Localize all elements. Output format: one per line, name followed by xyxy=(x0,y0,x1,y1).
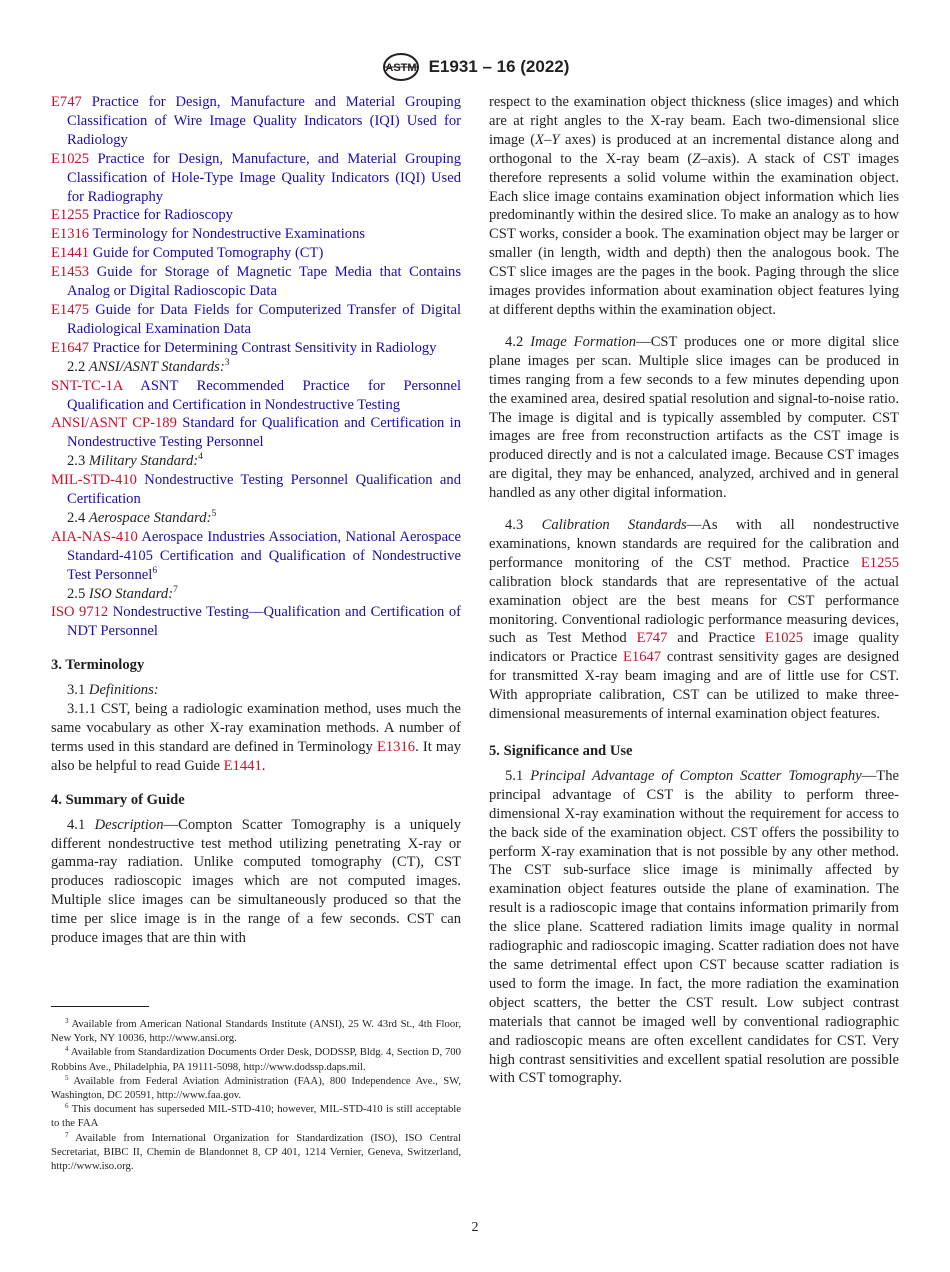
standard-link[interactable]: E1647 xyxy=(622,649,662,666)
reference-item xyxy=(51,414,461,452)
reference-code-link[interactable]: E1441 xyxy=(51,245,90,262)
reference-title-link[interactable]: Practice for Radioscopy xyxy=(92,207,233,224)
reference-title-link[interactable]: Practice for Determining Contrast Sensitivity in Radiology xyxy=(92,339,437,356)
reference-list-astm xyxy=(51,93,461,358)
footnote-ref[interactable]: 4 xyxy=(198,452,203,463)
standard-link[interactable]: E1441 xyxy=(223,757,262,774)
document-id: E1931 – 16 (2022) xyxy=(428,57,570,76)
reference-title-link[interactable]: Terminology for Nondestructive Examinations xyxy=(92,226,366,243)
paragraph-3-1-1: 3.1.1 CST, being a radiologic examination method, uses much the same vocabulary as other X-ray examination methods. A number of terms used in this standard are defined in Terminology E1316. It may also be helpful to read Guide E1441. xyxy=(51,701,461,774)
paragraph-5-1: 5.1 Principal Advantage of Compton Scatter Tomography—The principal advantage of CST is the ability to perform three-dimensional X-ray examination without the requirement for access to the back side of the examination object. CST offers the possibility to perform X-ray examination that is not possible by any other method. The CST sub-surface slice image is minimally affected by examination object features outside the plane of examination. The result is a radioscopic image that contains information primarily from the slice plane. Scattered radiation limits image quality in normal radiographic and radioscopic imaging. Scatter radiation does not have the same detrimental effect upon CST because scatter radiation is used to form the image. In fact, the more radiation the examination object scatters, the better the CST result. Low subject contrast materials that cannot be imaged well by conventional radiographic and radioscopic means are often excellent candidates for CST. Very high contrast sensitivities and excellent spatial resolution are possible with CST tomography. xyxy=(489,767,899,1087)
footnote-ref[interactable]: 7 xyxy=(173,584,178,595)
reference-code-link[interactable]: ANSI/ASNT CP-189 xyxy=(51,415,177,432)
footnote-divider xyxy=(51,1006,149,1007)
reference-item xyxy=(51,93,461,150)
page-number: 2 xyxy=(471,1220,479,1235)
reference-title-link[interactable]: Aerospace Industries Association, National Aerospace Standard-4105 Certification and Qualification of Nondestructive Test Personnel xyxy=(67,528,461,583)
reference-title-link[interactable]: Guide for Computed Tomography (CT) xyxy=(92,245,324,262)
logo-text: ASTM xyxy=(384,62,417,74)
reference-title-link[interactable]: Guide for Data Fields for Computerized Transfer of Digital Radiological Examination Data xyxy=(67,301,461,337)
paragraph-4-3: 4.3 Calibration Standards—As with all nondestructive examinations, known standards are required for the calibration and performance monitoring of the CST method. Practice E1255 calibration block standards that are representative of the actual examination object are the best means for CST performance monitoring. Conventional radiologic performance measuring devices, such as Test Method E747 and Practice E1025 image quality indicators or Practice E1647 contrast sensitivity gages are designed for transmitted X-ray beam imaging and are of little use for CST. With appropriate calibration, CST can be utilized to make three-dimensional measurements of internal examination object features. xyxy=(489,517,899,723)
subsection-2-3: 2.3 Military Standard:$^4$ xyxy=(67,452,203,470)
reference-code-link[interactable]: E747 xyxy=(51,94,82,110)
reference-item xyxy=(51,603,461,641)
paragraph-4-1: 4.1 Description—Compton Scatter Tomography is a uniquely different nondestructive test method utilizing penetrating X-ray or gamma-ray radiation. Unlike computed tomography (CT), CST produces radioscopic images which are not computed images. Multiple slice images can be simultaneously produced so that the time per slice image is in the range of a few seconds. CST can produce images that are thin with xyxy=(51,816,461,947)
page-header xyxy=(0,52,950,86)
reference-item xyxy=(51,244,461,263)
standard-link[interactable]: E1255 xyxy=(860,554,899,571)
reference-item xyxy=(51,150,461,207)
reference-title-link[interactable]: Practice for Design, Manufacture, and Material Grouping Classification of Hole-Type Image Quality Indicators (IQI) Used for Radiography xyxy=(67,150,461,205)
footnote: $^3$ Available from American National Standards Institute (ANSI), 25 W. 43rd St., 4th Floor, New York, NY 10036, http://www.ansi.org. xyxy=(51,1017,461,1045)
footnote-ref[interactable]: 3 xyxy=(224,357,230,368)
reference-item xyxy=(51,528,461,585)
reference-title-link[interactable]: Nondestructive Testing—Qualification and Certification of NDT Personnel xyxy=(67,604,461,640)
reference-item xyxy=(51,339,461,358)
reference-item xyxy=(51,263,461,301)
reference-code-link[interactable]: ISO 9712 xyxy=(51,604,109,621)
reference-item xyxy=(51,377,461,415)
subsection-2-5: 2.5 ISO Standard:$^7$ xyxy=(67,584,178,602)
reference-code-link[interactable]: AIA-NAS-410 xyxy=(51,528,138,545)
subsection-2-4: 2.4 Aerospace Standard:$^5$ xyxy=(67,508,217,526)
reference-code-link[interactable]: E1475 xyxy=(51,301,90,318)
reference-title-link[interactable]: Standard for Qualification and Certification in Nondestructive Testing Personnel xyxy=(67,415,461,451)
left-column xyxy=(51,93,461,948)
right-column xyxy=(489,93,899,1088)
standard-link[interactable]: E1025 xyxy=(765,630,804,647)
astm-logo-icon xyxy=(381,52,421,82)
footnote: $^5$ Available from Federal Aviation Administration (FAA), 800 Independence Ave., SW, Washington, DC 20591, http://www.faa.gov. xyxy=(51,1073,461,1102)
reference-code-link[interactable]: E1316 xyxy=(51,226,90,243)
standard-link[interactable]: E1316 xyxy=(376,738,416,755)
footnote: $^4$ Available from Standardization Documents Order Desk, DODSSP, Bldg. 4, Section D, 700 Robbins Ave., Philadelphia, PA 19111-5098, http://www.dodssp.daps.mil. xyxy=(51,1045,461,1073)
reference-code-link[interactable]: E1025 xyxy=(51,150,90,167)
subsection-3-1: 3.1 Definitions: xyxy=(67,682,159,699)
footnote-ref[interactable]: 6 xyxy=(152,565,158,576)
reference-item xyxy=(51,225,461,244)
reference-item xyxy=(51,471,461,509)
paragraph-4-2: 4.2 Image Formation—CST produces one or more digital slice plane images per scan. Multiple slice images can be produced in times ranging from a few seconds to a few minutes depending upon the examined area, desired spatial resolution and signal-to-noise ratio. The image is digital and is typically assembled by computer. CST images are free from reconstruction artifacts as the CST image is produced directly and is not a calculated image. Because CST images are digital, they may be enhanced, analyzed, archived and in general handled as any other digital information. xyxy=(489,333,899,502)
section-heading-terminology: 3. Terminology xyxy=(51,657,145,674)
reference-title-link[interactable]: Guide for Storage of Magnetic Tape Media that Contains Analog or Digital Radioscopic Data xyxy=(67,264,461,300)
reference-title-link[interactable]: ASNT Recommended Practice for Personnel Qualification and Certification in Nondestructive Testing xyxy=(67,377,461,413)
standard-link[interactable]: E747 xyxy=(636,630,668,647)
reference-item xyxy=(51,301,461,339)
reference-code-link[interactable]: E1453 xyxy=(51,264,90,281)
footnote-ref[interactable]: 5 xyxy=(211,508,217,519)
reference-code-link[interactable]: E1255 xyxy=(51,207,90,224)
reference-item xyxy=(51,206,461,225)
subsection-2-2: 2.2 ANSI/ASNT Standards:$^3$ xyxy=(67,357,230,375)
reference-title-link[interactable]: Practice for Design, Manufacture and Material Grouping Classification of Wire Image Quality Indicators (IQI) Used for Radiology xyxy=(67,94,461,148)
footnote: $^7$ Available from International Organization for Standardization (ISO), ISO Central Secretariat, BIBC II, Chemin de Blandonnet 8, CP 401, 1214 Vernier, Geneva, Switzerland, http://www.iso.org. xyxy=(51,1130,461,1173)
section-heading-significance: 5. Significance and Use xyxy=(489,743,633,759)
reference-code-link[interactable]: SNT-TC-1A xyxy=(51,377,123,394)
reference-code-link[interactable]: E1647 xyxy=(51,339,90,356)
reference-title-link[interactable]: Nondestructive Testing Personnel Qualification and Certification xyxy=(67,472,461,508)
paragraph-4-1-continued: respect to the examination object thickness (slice images) and which are at right angles to the X-ray beam. Each two-dimensional slice image (X–Y axes) is produced at an incremental distance along and orthogonal to the X-ray beam (Z–axis). A stack of CST images therefore represents a solid volume within the examination object. Each slice image contains examination object information which lies predominantly within the desired slice. To make an analogy as to how CST works, consider a book. The examination object may be larger or smaller (in length, width and depth) then the analogous book. The CST slice images are the pages in the book. Paging through the slice images provides information about examination object features lying at different depths within the examination object. xyxy=(489,94,899,318)
section-heading-summary: 4. Summary of Guide xyxy=(51,791,185,808)
footnote: $^6$ This document has superseded MIL-STD-410; however, MIL-STD-410 is still acceptable to the FAA xyxy=(51,1102,462,1130)
footnotes xyxy=(51,1017,461,1173)
reference-code-link[interactable]: MIL-STD-410 xyxy=(51,472,137,489)
